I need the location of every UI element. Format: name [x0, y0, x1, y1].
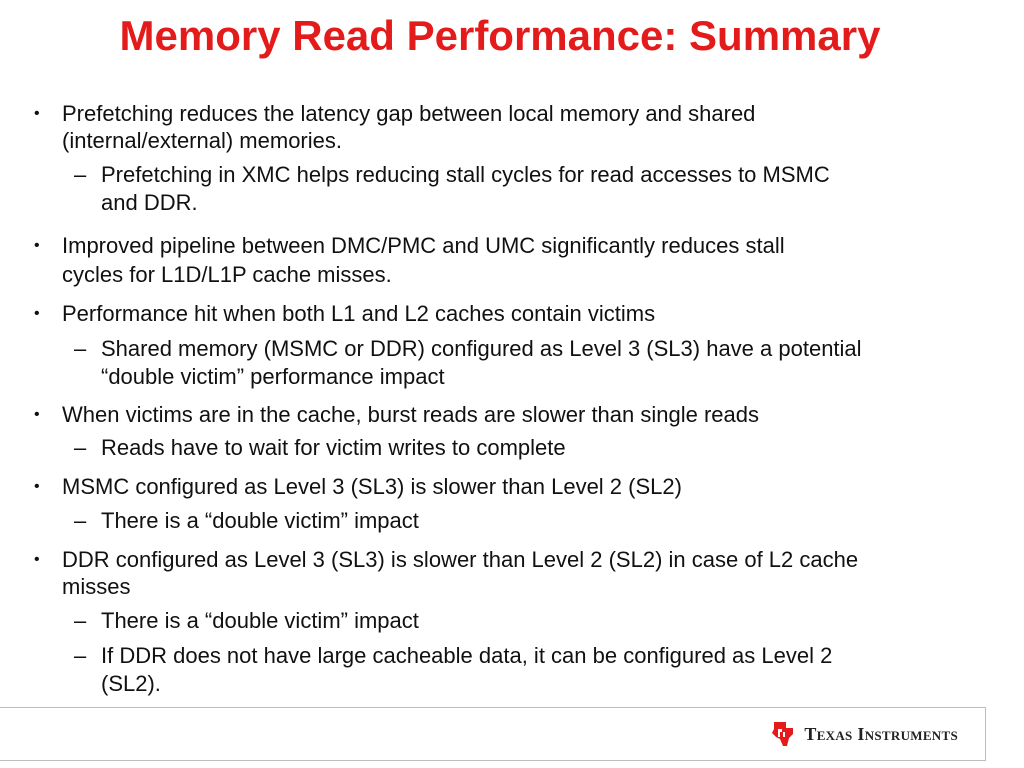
sub-bullet-text: and DDR. — [101, 190, 198, 215]
bullet-marker: • — [34, 406, 40, 423]
bullet-marker: • — [34, 478, 40, 495]
bullet-marker: • — [34, 305, 40, 322]
bullet-text: DDR configured as Level 3 (SL3) is slower than Level 2 (SL2) in case of L2 cache — [62, 547, 859, 572]
ti-logo — [768, 719, 958, 749]
bullet-marker: • — [34, 551, 40, 568]
bullet-text: Performance hit when both L1 and L2 caches contain victims — [62, 301, 656, 326]
sub-bullet-text: Shared memory (MSMC or DDR) configured as Level 3 (SL3) have a potential — [101, 336, 862, 361]
bullet-text: cycles for L1D/L1P cache misses. — [62, 262, 392, 287]
bullet-text: MSMC configured as Level 3 (SL3) is slower than Level 2 (SL2) — [62, 474, 682, 499]
bullet-text: misses — [62, 574, 131, 599]
dash-marker: – — [74, 336, 87, 361]
sub-bullet-text: “double victim” performance impact — [101, 364, 445, 389]
sub-bullet-text: (SL2). — [101, 671, 161, 696]
bullet-text: (internal/external) memories. — [62, 128, 342, 153]
bullet-marker: • — [34, 237, 40, 254]
bullet-text: Prefetching reduces the latency gap between local memory and shared — [62, 101, 756, 126]
dash-marker: – — [74, 162, 87, 187]
sub-bullet-text: Prefetching in XMC helps reducing stall cycles for read accesses to MSMC — [101, 162, 830, 187]
dash-marker: – — [74, 508, 87, 533]
dash-marker: – — [74, 435, 87, 460]
dash-marker: – — [74, 608, 87, 633]
bullet-marker: • — [34, 105, 40, 122]
ti-state-emblem-icon — [768, 720, 796, 748]
bullet-text: When victims are in the cache, burst reads are slower than single reads — [62, 402, 759, 427]
sub-bullet-text: There is a “double victim” impact — [101, 608, 419, 633]
ti-logo-text: Texas Instruments — [804, 723, 958, 744]
sub-bullet-text: Reads have to wait for victim writes to complete — [101, 435, 566, 460]
dash-marker: – — [74, 643, 87, 668]
sub-bullet-text: If DDR does not have large cacheable data, it can be configured as Level 2 — [101, 643, 833, 668]
bullet-text: Improved pipeline between DMC/PMC and UMC significantly reduces stall — [62, 233, 785, 258]
slide-title: Memory Read Performance: Summary — [119, 12, 881, 59]
sub-bullet-text: There is a “double victim” impact — [101, 508, 419, 533]
